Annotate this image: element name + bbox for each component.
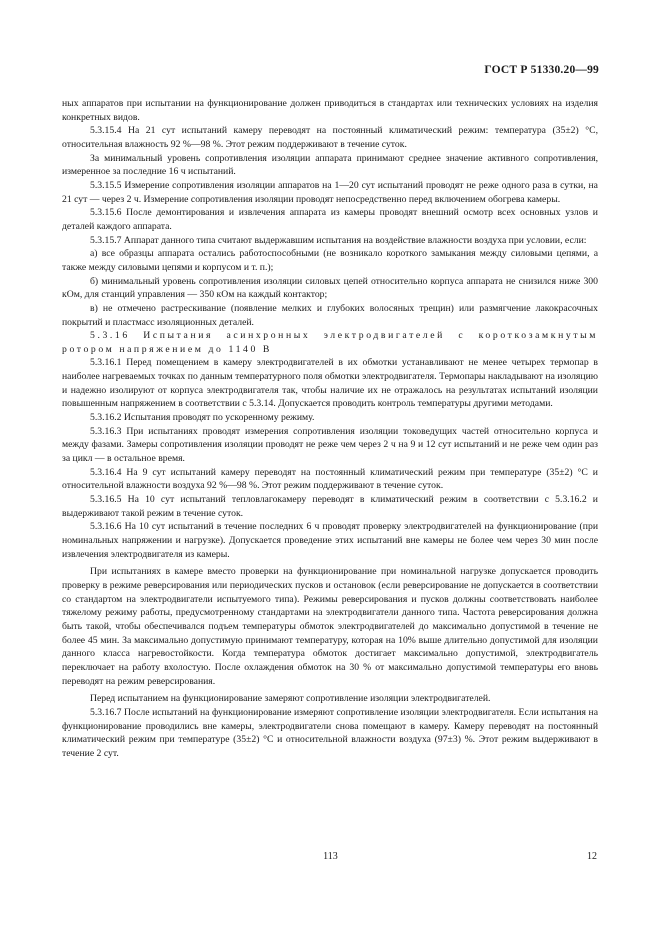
paragraph: Перед испытанием на функционирование замеряют сопротивление изоляции электродвигателей. (90, 693, 491, 705)
paragraph: 5.3.15.4 На 21 сут испытаний камеру переводят на постоянный климатический режим: температура (35±2) °С, относительная влажность 92 %—98 %. Этот режим поддерживают в течение суток. (62, 125, 598, 150)
paragraph: 5.3.16.6 На 10 сут испытаний в течение последних 6 ч проводят проверку электродвигателей на функционирование (при номинальных напряжении и нагрузке). Допускается проведение этих испытаний вне камеры не более чем через 30 мин после извлечения электродвигателя из камеры. (62, 521, 598, 560)
paragraph: ных аппаратов при испытании на функционирование должен приводиться в стандартах или технических условиях на изделия конкретных видов. (62, 98, 598, 123)
paragraph: 5.3.16.5 На 10 сут испытаний тепловлагокамеру переводят в климатический режим в соответствии с 5.3.16.2 и выдерживают такой режим в течение суток. (62, 494, 598, 519)
body-text (62, 97, 598, 761)
section-heading: 5.3.16 Испытания асинхронных электродвигателей с короткозамкнутым ротором напряжением до 1140 В (62, 330, 598, 355)
paragraph: 5.3.16.2 Испытания проводят по ускоренному режиму. (90, 412, 315, 424)
paragraph: 5.3.16.7 После испытаний на функционирование измеряют сопротивление изоляции электродвигателя. Если испытания на функционирование проводились вне камеры, электродвигатели снова помещают в камеру. Камеру переводят на постоянный климатический режим при температуре (35±2) °С и относительной влажности воздуха (97±3) %. Этот режим выдерживают в течение 2 сут. (62, 706, 598, 759)
paragraph: За минимальный уровень сопротивления изоляции аппарата принимают среднее значение активного сопротивления, измеренное за последние 16 ч испытаний. (62, 152, 598, 178)
list-item: а) все образцы аппарата остались работоспособными (не возникало короткого замыкания между силовыми цепями, а также между силовыми цепями и корпусом и т. п.); (62, 248, 598, 273)
sheet-number: 113 (323, 851, 338, 862)
paragraph: 5.3.16.3 При испытаниях проводят измерения сопротивления изоляции токоведущих частей относительно корпуса и между фазами. Замеры сопротивления изоляции проводят не реже чем через 2 ч на 9 и 12 сут испытаний и не реже чем один раз за цикл — в остальное время. (62, 425, 598, 465)
list-item: б) минимальный уровень сопротивления изоляции силовых цепей относительно корпуса аппарата не снизился ниже 300 кОм, для станций управления — 350 кОм на каждый контактор; (62, 275, 598, 301)
paragraph: При испытаниях в камере вместо проверки на функционирование при номинальной нагрузке допускается проводить проверку в режиме реверсирования или периодических пусков и остановок (если реверсирование не допускается в соответствии со стандартом на электродвигатели испытуемого типа). Режимы реверсирования и пусков должны соответствовать наиболее тяжелому режиму работы, предусмотренному стандартами на электродвигатели данного типа. Частота реверсирования должна быть такой, чтобы обеспечивался подъем температуры обмоток электродвигателей до максимально допустимой в течение не более 45 мин. За максимально допустимую принимают температуру, которая на 10% выше длительно допустимой для изоляции данного класса нагревостойкости. Когда температура обмоток достигает максимально допустимой, электродвигатель переключает на работу вхолостую. После охлаждения обмоток на 30 % от максимально допустимой температуры его вновь переводят на режим реверсирования. (62, 566, 598, 687)
page-number: 12 (587, 851, 597, 862)
paragraph: 5.3.16.4 На 9 сут испытаний камеру переводят на постоянный климатический режим при температуре (35±2) °С и относительной влажности воздуха 92 %—98 %. Этот режим поддерживают в течение суток. (62, 466, 598, 492)
paragraph: 5.3.15.7 Аппарат данного типа считают выдержавшим испытания на воздействие влажности воздуха при условии, если: (90, 234, 587, 246)
paragraph: 5.3.15.6 После демонтирования и извлечения аппарата из камеры проводят внешний осмотр всех основных узлов и деталей каждого аппарата. (62, 207, 598, 232)
list-item: в) не отмечено растрескивание (появление мелких и глубоких волосяных трещин) или размягчение лакокрасочных покрытий и пластмасс изоляционных деталей. (62, 302, 598, 328)
paragraph: 5.3.15.5 Измерение сопротивления изоляции аппаратов на 1—20 сут испытаний проводят не реже одного раза в сутки, на 21 сут — через 2 ч. Измерение сопротивления изоляции проводят непосредственно перед включением обогрева камеры. (62, 179, 598, 205)
paragraph: 5.3.16.1 Перед помещением в камеру электродвигателей в их обмотки устанавливают не менее четырех термопар в наиболее нагреваемых точках по данным температурного поля обмотки электродвигателя. Термопары накладывают на изоляцию и надежно изолируют от корпуса электродвигателя так, чтобы наличие их не отражалось на результатах испытаний изоляции повышенным напряжением в соответствии с 5.3.14. Допускается проводить контроль температуры другими методами. (62, 357, 598, 410)
document-code: ГОСТ Р 51330.20—99 (484, 64, 599, 76)
